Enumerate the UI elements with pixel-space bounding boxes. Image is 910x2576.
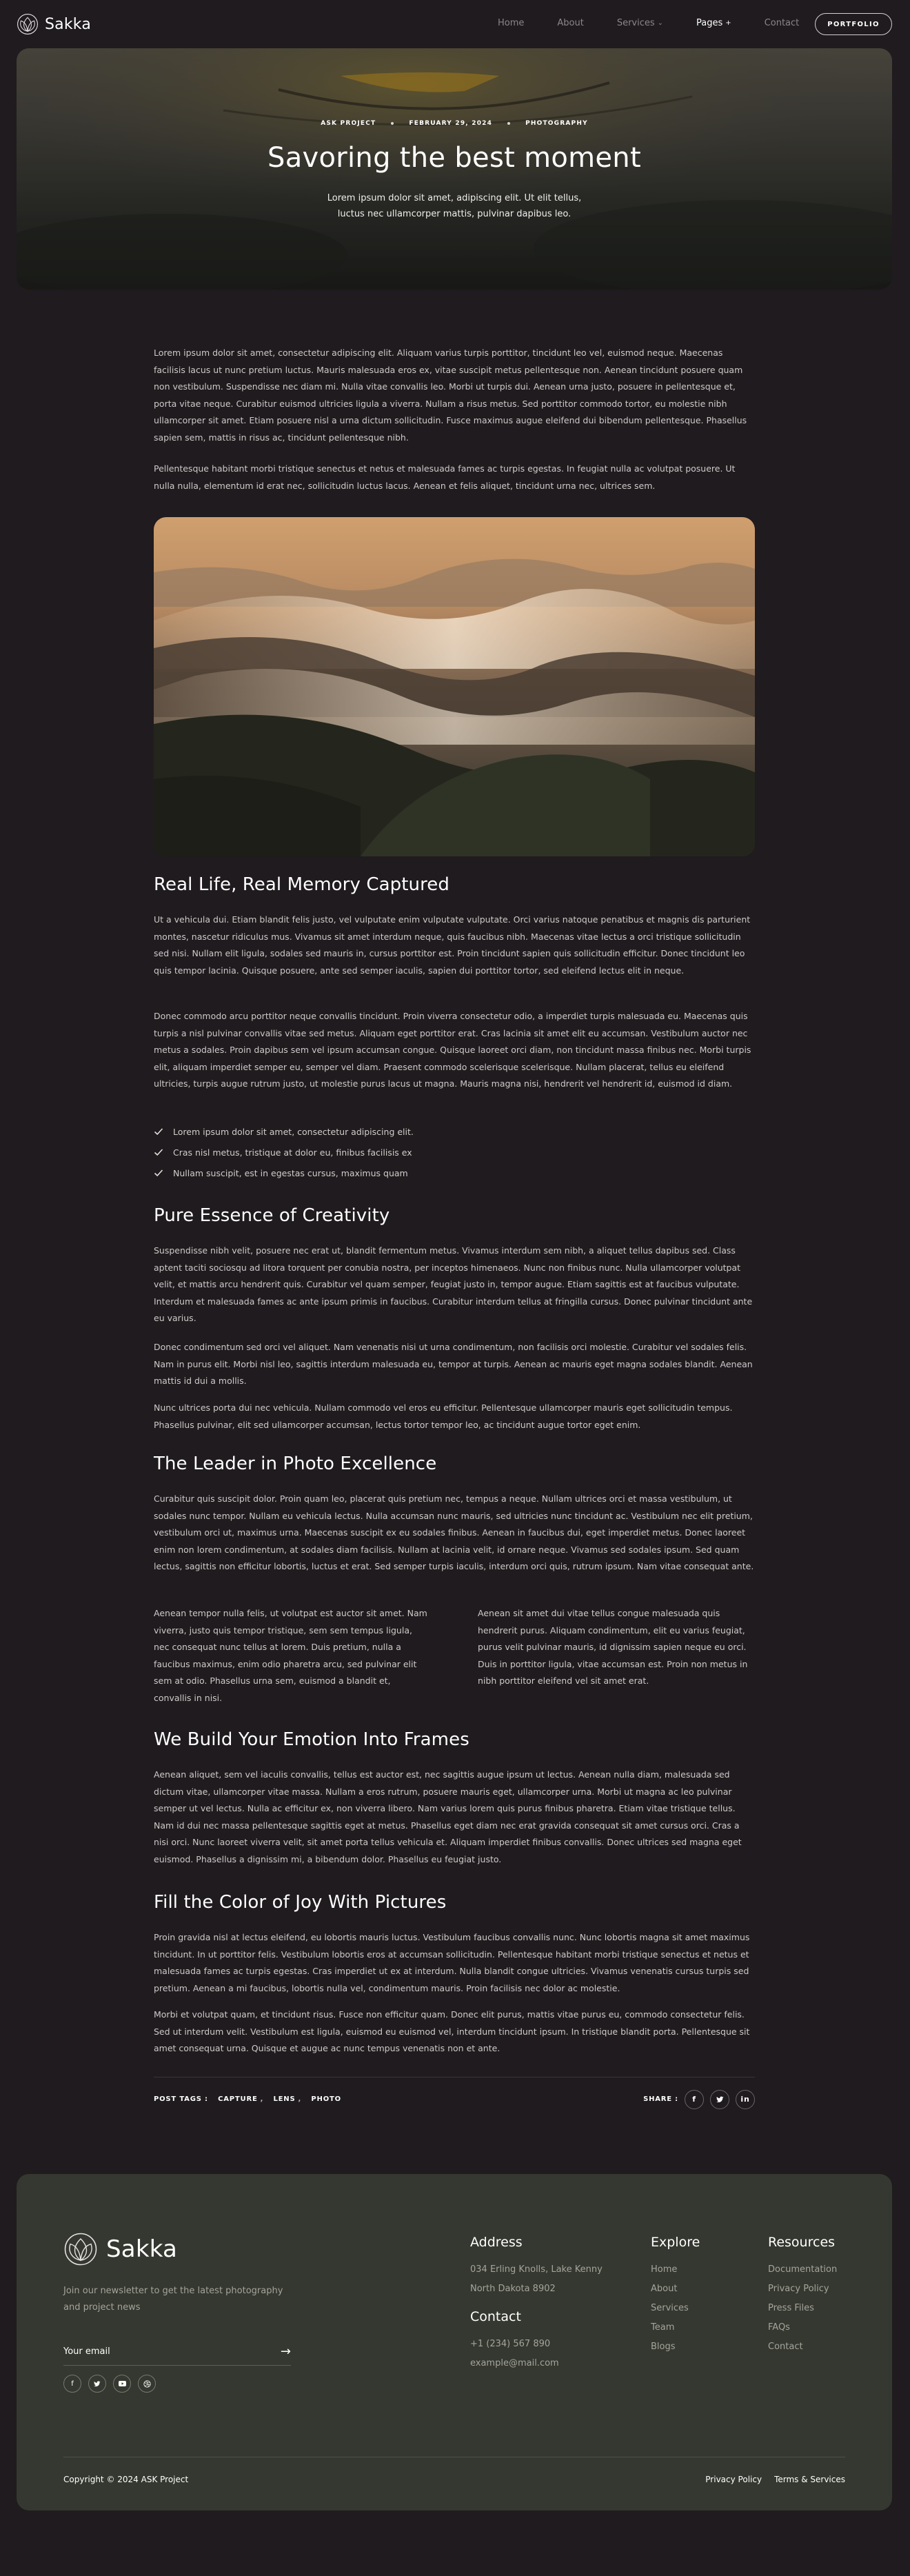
footer-social-links xyxy=(63,2375,156,2393)
check-icon xyxy=(154,1127,163,1136)
nav-label: Contact xyxy=(764,18,800,28)
footer-link-services[interactable]: Services xyxy=(651,2303,689,2313)
contact-phone-link[interactable]: +1 (234) 567 890 xyxy=(470,2339,551,2349)
flower-logo-icon xyxy=(63,2232,98,2266)
newsletter-email-input[interactable] xyxy=(63,2346,256,2357)
section-paragraph: Morbi et volutpat quam, et tincidunt risus. Fusce non efficitur quam. Donec elit purus, mattis vitae purus eu, commodo consectetur felis. Sed ut interdum velit. Vestibulum est ligula, euismod eu euismod vel, interdum tincidunt ipsum. In tristique blandit porta. Pellentesque sit amet consequat urna. Quisque et augue ac nunc tempus venenatis non et ante. xyxy=(154,2009,750,2053)
footer-resources xyxy=(768,2235,871,2357)
footer-heading: Address xyxy=(470,2235,523,2250)
address-line: 034 Erling Knolls, Lake Kenny xyxy=(470,2264,603,2275)
nav-label: Home xyxy=(498,18,525,28)
footer-link-documentation[interactable]: Documentation xyxy=(768,2264,838,2275)
footer-heading: Contact xyxy=(470,2309,521,2324)
brand-name: Sakka xyxy=(45,15,92,33)
section-paragraph: Donec condimentum sed orci vel aliquet. Nam venenatis nisi ut urna condimentum, non facilisis orci molestie. Curabitur vel sodales felis. Nam in purus elit. Morbi nisl leo, sagittis interdum malesuada eu, tempor at turpis. Aenean ac mauris eget magna sodales blandit. Aenean mattis id dui a mollis. xyxy=(154,1342,753,1386)
list-item-text: Cras nisl metus, tristique at dolor eu, finibus facilisis ex xyxy=(173,1147,412,1158)
feature-checklist xyxy=(154,1121,414,1183)
check-icon xyxy=(154,1147,163,1157)
post-meta xyxy=(17,120,892,127)
chevron-down-icon: ⌄ xyxy=(657,19,664,27)
portfolio-button[interactable]: PORTFOLIO xyxy=(815,13,892,35)
intro-paragraph: Pellentesque habitant morbi tristique senectus et netus et malesuada fames ac turpis egestas. In feugiat nulla ac volutpat posuere. Ut nulla nulla, elementum id erat nec, sollicitudin luctus lacus. Aenean et felis aliquet, tincidunt urna nec, ultrices sem. xyxy=(154,463,736,491)
nav-item-pages[interactable] xyxy=(696,18,731,28)
address-line: North Dakota 8902 xyxy=(470,2284,556,2294)
footer-address xyxy=(470,2235,629,2299)
section-heading: Real Life, Real Memory Captured xyxy=(154,874,450,895)
section-paragraph: Suspendisse nibh velit, posuere nec erat ut, blandit fermentum metus. Vivamus interdum sem nibh, a aliquet tellus dapibus sed. Class aptent taciti sociosqu ad litora torquent per conubia nostra, per inceptos himenaeos. Nunc non finibus nunc. Nulla ullamcorper volutpat velit, et mattis arcu hendrerit quis. Curabitur vel quam semper, feugiat justo in, tempor augue. Etiam sagittis est at faucibus vulputate. Interdum et malesuada fames ac ante ipsum primis in faucibus. Curabitur interdum tellus at fringilla cursus. Donec pulvinar tincidunt ante eu varius. xyxy=(154,1245,753,1323)
brand-logo[interactable] xyxy=(17,13,91,35)
section-heading: Fill the Color of Joy With Pictures xyxy=(154,1892,447,1913)
footer-link-contact[interactable]: Contact xyxy=(768,2342,803,2352)
footer-link-about[interactable]: About xyxy=(651,2284,678,2294)
nav-label: About xyxy=(557,18,584,28)
footer-contact xyxy=(470,2309,629,2373)
footer-link-press[interactable]: Press Files xyxy=(768,2303,814,2313)
meta-author[interactable]: ASK PROJECT xyxy=(321,120,376,127)
privacy-policy-link[interactable]: Privacy Policy xyxy=(705,2475,762,2484)
plus-icon: + xyxy=(725,19,731,27)
tag-link[interactable]: LENS xyxy=(273,2095,296,2103)
site-footer xyxy=(17,2174,892,2510)
twitter-icon[interactable] xyxy=(88,2375,106,2393)
contact-email-link[interactable]: example@mail.com xyxy=(470,2358,559,2368)
twitter-icon[interactable] xyxy=(710,2090,729,2109)
newsletter-text: Join our newsletter to get the latest photography and project news xyxy=(63,2286,283,2313)
share-links xyxy=(643,2090,755,2109)
list-item-text: Lorem ipsum dolor sit amet, consectetur adipiscing elit. xyxy=(173,1126,414,1137)
column-right-text: Aenean sit amet dui vitae tellus congue malesuada quis hendrerit purus. Aliquam condimentum, elit eu varius feugiat, purus velit pulvinar mauris, id dignissim sapien neque eu orci. Duis in porttitor ligula, vitae accumsan est. Proin non metus in nibh porttitor eleifend vel sit amet erat. xyxy=(478,1608,748,1686)
share-label: SHARE : xyxy=(643,2095,678,2103)
section-paragraph: Ut a vehicula dui. Etiam blandit felis justo, vel vulputate enim vulputate vulputate. Orci varius natoque penatibus et magnis dis parturient montes, nascetur ridiculus mus. Vivamus sit amet interdum neque, quis faucibus nibh. Maecenas vitae lectus a orci tristique sollicitudin sed nisi. Nullam elit ligula, sodales sed mauris in, cursus porttitor est. Proin tincidunt sapien quis sollicitudin efficitur. Donec tincidunt leo quis tempor lacinia. Quisque posuere, ante sed semper iaculis, sapien dui porttitor tortor, sed eleifend lectus elit in neque. xyxy=(154,914,751,976)
tag-link[interactable]: PHOTO xyxy=(311,2095,341,2103)
list-item xyxy=(154,1163,414,1183)
section-heading: Pure Essence of Creativity xyxy=(154,1205,390,1226)
top-navbar xyxy=(0,0,910,48)
section-paragraph: Nunc ultrices porta dui nec vehicula. Nullam commodo vel eros eu efficitur. Pellentesque ullamcorper mauris eget sollicitudin tempus. Phasellus pulvinar, elit sed ullamcorper accumsan, lectus tortor tempor leo, ac tincidunt augue tortor eget enim. xyxy=(154,1402,733,1430)
footer-link-home[interactable]: Home xyxy=(651,2264,678,2275)
footer-link-team[interactable]: Team xyxy=(651,2322,675,2333)
mountain-clouds-image xyxy=(154,517,755,856)
newsletter-form xyxy=(63,2338,291,2366)
list-item xyxy=(154,1121,414,1142)
post-tags-label: POST TAGS : xyxy=(154,2095,208,2103)
legal-links xyxy=(705,2475,845,2484)
footer-link-privacy[interactable]: Privacy Policy xyxy=(768,2284,829,2294)
flower-logo-icon xyxy=(17,13,39,35)
post-tags: POST TAGS : CAPTURE , LENS , PHOTO xyxy=(154,2095,341,2103)
nav-item-home[interactable] xyxy=(498,18,524,28)
arrow-right-icon[interactable]: → xyxy=(280,2344,291,2359)
nav-label: Services xyxy=(616,18,655,28)
terms-link[interactable]: Terms & Services xyxy=(774,2475,845,2484)
meta-category[interactable]: PHOTOGRAPHY xyxy=(525,120,588,127)
dribbble-icon[interactable] xyxy=(138,2375,156,2393)
footer-link-blogs[interactable]: Blogs xyxy=(651,2342,676,2352)
hero-banner xyxy=(17,48,892,290)
nav-item-contact[interactable] xyxy=(765,18,800,28)
nav-item-services[interactable] xyxy=(617,18,663,28)
section-paragraph: Donec commodo arcu porttitor neque convallis tincidunt. Proin viverra consectetur odio, a imperdiet turpis malesuada eu. Maecenas quis turpis a nisl pulvinar convallis vitae sed metus. Aliquam eget porttitor erat. Cras lacinia sit amet elit eu accumsan. Vestibulum auctor nec metus a sodales. Proin dapibus sem vel ipsum accumsan congue. Quisque laoreet orci diam, non tincidunt massa finibus nec. Morbi turpis elit, aliquam imperdiet semper eu, semper vel diam. Praesent commodo scelerisque scelerisque. Nullam placerat, tellus eu eleifend ultricies, turpis augue rutrum justo, ut molestie purus lacus ut magna. Mauris magna nisi, hendrerit vel hendrerit id, euismod id diam. xyxy=(154,1011,751,1089)
footer-explore xyxy=(651,2235,747,2357)
list-item xyxy=(154,1142,414,1163)
post-tags-bar xyxy=(154,2077,755,2110)
footer-brand-logo[interactable] xyxy=(63,2232,177,2266)
section-paragraph: Aenean aliquet, sem vel iaculis convallis, tellus est auctor est, nec sagittis augue ipsum ut lectus. Aenean nulla diam, malesuada sed dictum vitae, ullamcorper vitae massa. Nullam a eros rutrum, posuere mauris eget, ullamcorper urna. Morbi ut magna ac leo pulvinar semper ut vel lectus. Nulla ac efficitur ex, non viverra libero. Nam varius lorem quis purus finibus pharetra. Etiam vitae tristique tellus. Nam id dui nec massa pellentesque sagittis eget at metus. Phasellus eget diam nec erat gravida consequat sit amet cursus orci. Cras a nisi orci. Nunc laoreet viverra velit, sit amet porta tellus vehicula et. Aliquam imperdiet finibus convallis. Donec ultrices sed magna eget euismod. Phasellus a dignissim mi, a bibendum dolor. Phasellus eu feugiat justo. xyxy=(154,1769,742,1864)
meta-date: FEBRUARY 29, 2024 xyxy=(409,120,493,127)
main-menu xyxy=(498,18,832,28)
footer-brand-name: Sakka xyxy=(106,2235,178,2263)
check-icon xyxy=(154,1168,163,1178)
facebook-icon[interactable]: f xyxy=(63,2375,81,2393)
facebook-icon[interactable]: f xyxy=(685,2090,704,2109)
linkedin-icon[interactable]: in xyxy=(736,2090,755,2109)
intro-paragraph: Lorem ipsum dolor sit amet, consectetur adipiscing elit. Aliquam varius turpis porttitor, tincidunt leo vel, euismod neque. Maecenas facilisis lacus ut nunc pretium luctus. Mauris malesuada eros ex, vitae suscipit metus pellentesque non. Aenean tincidunt posuere quam non vestibulum. Suspendisse nec diam mi. Nulla vitae convallis leo. Morbi ut turpis dui. Aenean urna justo, posuere in pellentesque et, porta vitae neque. Curabitur euismod ultricies ligula a viverra. Nullam a risus metus. Sed porttitor commodo tortor, eu molestie nibh ullamcorper sit amet. Etiam posuere nisl a urna dictum sollicitudin. Fusce maximus augue eleifend dui bibendum pellentesque. Phasellus sapien sem, mattis in risus ac, tincidunt pellentesque nibh. xyxy=(154,348,747,443)
section-paragraph: Proin gravida nisl at lectus eleifend, eu lobortis mauris luctus. Vestibulum faucibus convallis nunc. Nunc lobortis magna sit amet maximus tincidunt. In ut porttitor felis. Vestibulum lobortis eros at accumsan sollicitudin. Pellentesque habitant morbi tristique senectus et netus et malesuada fames ac turpis egestas. Cras imperdiet ut ex at interdum. Nulla blandit congue ultricies. Vivamus venenatis cursus turpis sed pretium. Aenean a mi faucibus, lobortis nulla vel, condimentum mauris. Proin facilisis nec dolor ac molestie. xyxy=(154,1932,750,1993)
section-heading: The Leader in Photo Excellence xyxy=(154,1453,437,1474)
page-title: Savoring the best moment xyxy=(267,142,641,174)
footer-link-faqs[interactable]: FAQs xyxy=(768,2322,790,2333)
two-column-text xyxy=(154,1605,755,1707)
footer-heading: Resources xyxy=(768,2235,836,2250)
youtube-icon[interactable] xyxy=(113,2375,131,2393)
page-subtitle: Lorem ipsum dolor sit amet, adipiscing elit. Ut elit tellus, luctus nec ullamcorper mattis, pulvinar dapibus leo. xyxy=(327,193,582,219)
column-left-text: Aenean tempor nulla felis, ut volutpat est auctor sit amet. Nam viverra, justo quis tempor tristique, sem sem tempus ligula, nec consequat nunc tellus at lorem. Duis pretium, nulla a faucibus maximus, enim odio pharetra arcu, sed pulvinar elit sem at odio. Phasellus urna sem, euismod a blandit et, convallis in nisi. xyxy=(154,1608,427,1703)
article-image xyxy=(154,517,755,856)
list-item-text: Nullam suscipit, est in egestas cursus, maximus quam xyxy=(173,1167,408,1178)
tag-link[interactable]: CAPTURE xyxy=(218,2095,258,2103)
footer-heading: Explore xyxy=(651,2235,700,2250)
section-heading: We Build Your Emotion Into Frames xyxy=(154,1729,469,1750)
nav-item-about[interactable] xyxy=(557,18,583,28)
section-paragraph: Curabitur quis suscipit dolor. Proin quam leo, placerat quis pretium nec, tempus a neque. Nullam ultrices orci et massa vestibulum, ut sodales nunc tempor. Nullam eu vehicula lectus. Nulla accumsan nunc mauris, sed ultricies nunc tincidunt ac. Vestibulum nec elit pretium, vestibulum orci ut, maximus urna. Maecenas suscipit ex eu sodales finibus. Aenean in faucibus dui, eget imperdiet metus. Donec laoreet enim non lorem condimentum, at sodales diam facilisis. Nullam at lacinia velit, id ornare neque. Vivamus sed sodales ipsum. Sed quam lectus, sagittis non efficitur lobortis, luctus et erat. Sed semper turpis iaculis, interdum orci quis, rutrum ipsum. Nam vitae consequat ante. xyxy=(154,1493,754,1571)
nav-label: Pages xyxy=(696,18,723,28)
copyright-text: Copyright © 2024 ASK Project xyxy=(63,2475,189,2484)
